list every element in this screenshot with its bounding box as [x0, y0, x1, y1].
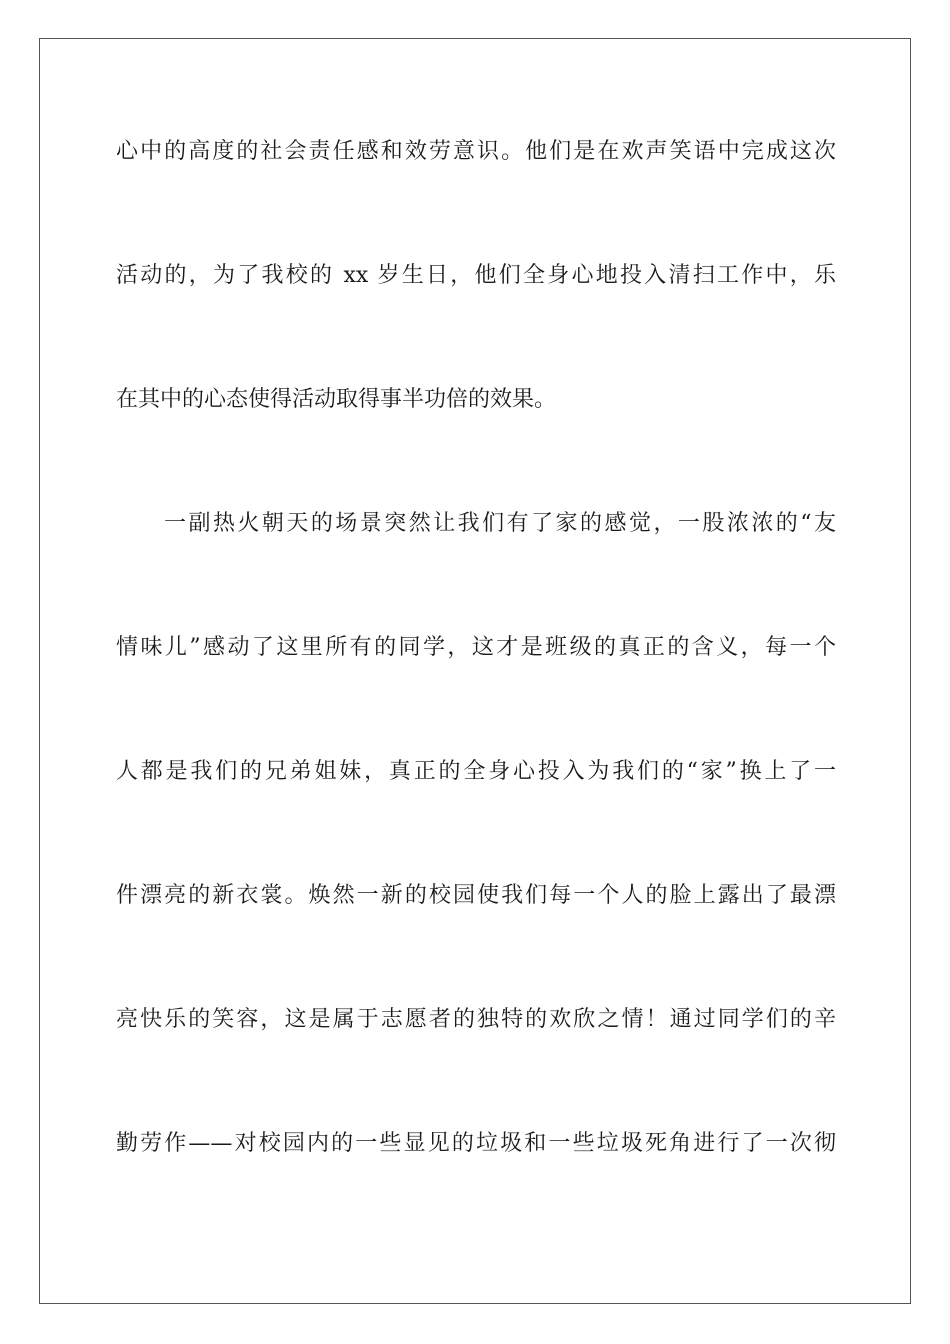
text-line: 件漂亮的新衣裳。焕然一新的校园使我们每一个人的脸上露出了最漂 — [116, 883, 836, 908]
paragraph-first-line: 一副热火朝天的场景突然让我们有了家的感觉，一股浓浓的“友 — [164, 511, 836, 536]
text-line: 亮快乐的笑容，这是属于志愿者的独特的欢欣之情！通过同学们的辛 — [116, 1007, 836, 1032]
text-line: 勤劳作——对校园内的一些显见的垃圾和一些垃圾死角进行了一次彻 — [116, 1131, 836, 1156]
text-line: 在其中的心态使得活动取得事半功倍的效果。 — [116, 387, 557, 412]
text-line: 活动的，为了我校的 xx 岁生日，他们全身心地投入清扫工作中，乐 — [116, 263, 836, 288]
text-line: 人都是我们的兄弟姐妹，真正的全身心投入为我们的“家”换上了一 — [116, 759, 836, 784]
text-line: 情味儿”感动了这里所有的同学，这才是班级的真正的含义，每一个 — [116, 635, 836, 660]
page-border — [39, 38, 911, 1304]
text-line: 心中的高度的社会责任感和效劳意识。他们是在欢声笑语中完成这次 — [116, 139, 836, 164]
